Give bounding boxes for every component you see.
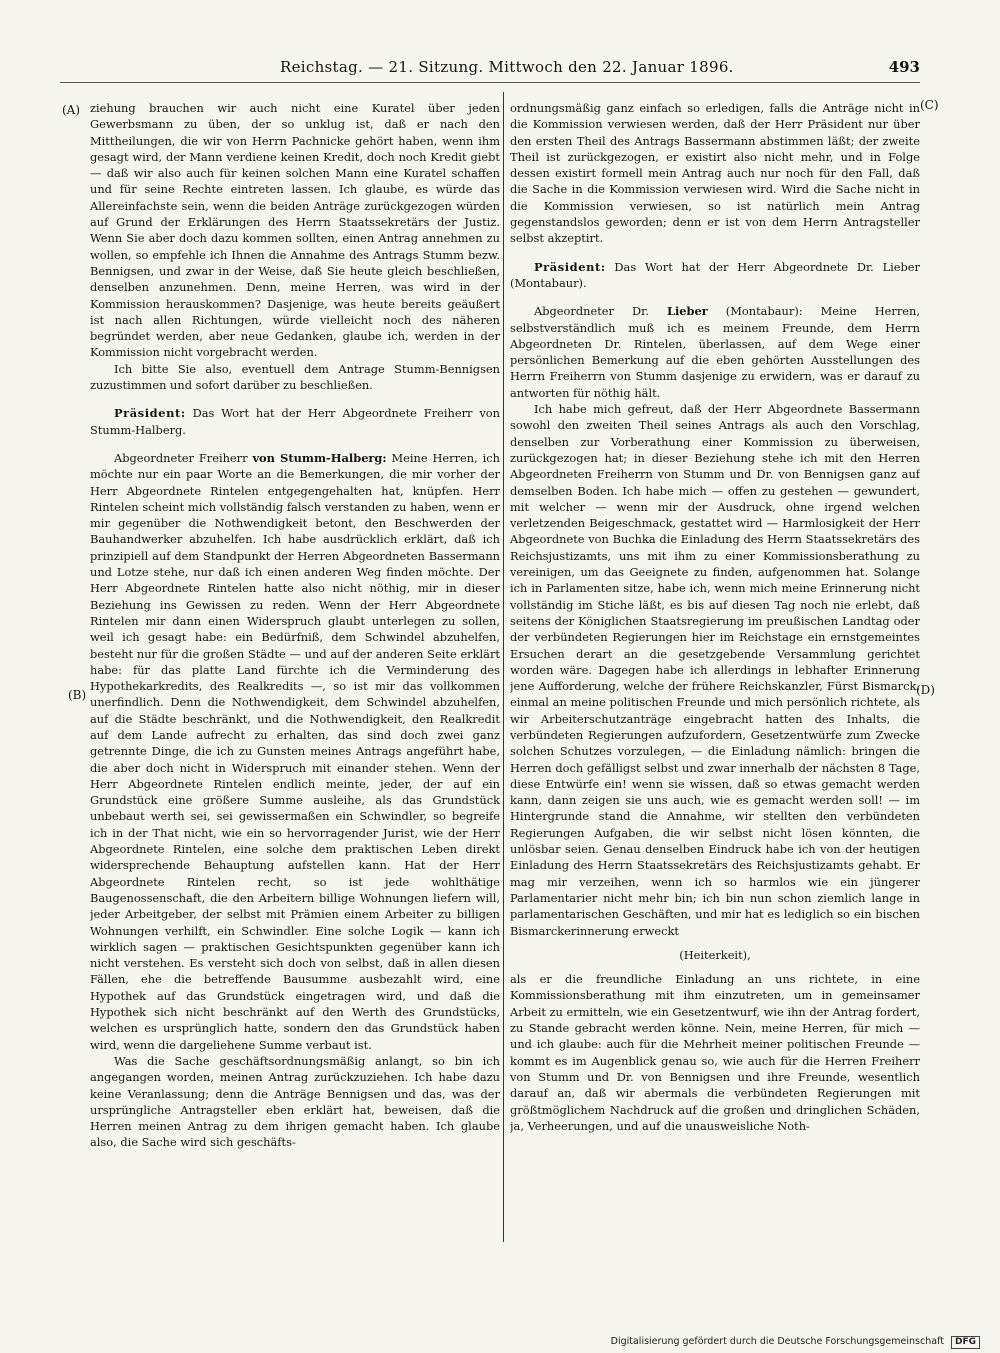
paragraph-text: Meine Herren, ich möchte nur ein paar Worte an die Bemerkungen, die mir vorher der Herr Abgeordnete Rintelen entgegengehalten hat, knüpfen. Herr Rintelen scheint mich vollständig falsch verstanden zu haben, wenn er mir gegenüber die Nothwendigkeit betont, den Beschwerden der Bauhandwerker abzuhelfen. Ich habe ausdrücklich erklärt, daß ich prinzipiell auf dem Standpunkt der Herren Abgeordneten Bassermann und Lotze stehe, nur daß ich einen anderen Weg finden möchte. Der Herr Abgeordnete Rintelen hatte also nicht nöthig, mir in dieser Beziehung ins Gewissen zu reden. Wenn der Herr Abgeordnete Rintelen mir dann einen Widerspruch glaubt unterlegen zu sollen, weil ich gesagt habe: ein Bedürfniß, dem Schwindel abzuhelfen, besteht nur für die großen Städte — und auf der anderen Seite erklärt habe: für das platte Land fürchte ich die Verminderung des Hypothekarkredits, des Realkredits —, so ist mir das vollkommen unerfindlich. Denn die Nothwendigkeit, dem Schwindel abzuhelfen, auf die Städte beschränkt, und die Nothwendigkeit, den Realkredit auf dem Lande aufrecht zu erhalten, das sind doch zwei ganz getrennte Dinge, die ich zu Gunsten meines Antrags angeführt habe, die aber doch nicht in Widerspruch mit einander stehen. Wenn der Herr Abgeordnete Rintelen endlich meinte, jeder, der auf ein Grundstück eine größere Summe ausleihe, als das Grundstück unbebaut werth sei, sei gewissermaßen ein Schwindler, so begreife ich in der That nicht, wie ein so hervorragender Jurist, wie der Herr Abgeordnete Rintelen, eine solche dem praktischen Leben direkt widersprechende Behauptung aufstellen kann. Hat der Herr Abgeordnete Rintelen recht, so ist jede wohlthätige Baugenossenschaft, die den Arbeitern billige Wohnungen liefern will, jeder Arbeitgeber, der selbst mit Prämien einem Arbeiter zu billigen Wohnungen verhilft, ein Schwindler. Eine solche Logik — kann ich wirklich sagen — praktischen Gesichtspunkten gegenüber kann ich nicht verstehen. Es versteht sich doch von selbst, daß in allen diesen Fällen, ehe die betreffende Bausumme ausbezahlt wird, eine Hypothek auf das Grundstück eingetragen wird, und daß die Hypothek sich nicht beschränkt auf den Werth des Grundstücks, welchen es ursprünglich hatte, sondern den das Grundstück haben wird, wenn die dargeliehene Summe verbaut ist. bbox=[90, 450, 500, 1052]
paragraph: Ich habe mich gefreut, daß der Herr Abgeordnete Bassermann sowohl den zweiten Theil seines Antrags als auch den Vorschlag, denselben zur Vorberathung einer Kommission zu überweisen, zurückgezogen hat; in dieser Beziehung stehe ich mit den Herren Abgeordneten Freiherrn von Stumm und Dr. von Bennigsen ganz auf demselben Boden. Ich habe mich — offen zu gestehen — gewundert, mit welcher — wenn mir der Ausdruck, ohne irgend welchen verletzenden Beigeschmack, gestattet wird — Harmlosigkeit der Herr Abgeordnete von Buchka die Einladung des Herrn Staatssekretärs des Reichsjustizamts, uns mit ihm zu einer Kommissionsberathung zu vereinigen, um das Geeignete zu finden, aufgenommen hat. Solange ich in Parlamenten sitze, habe ich, wenn mich meine Erinnerung nicht vollständig im Stiche läßt, es bis auf diesen Tag noch nie erlebt, daß seitens der Königlichen Staatsregierung im preußischen Landtag oder der verbündeten Regierungen hier im Reichstage ein ernstgemeintes Ersuchen derart an die gesetzgebende Versammlung gerichtet worden wäre. Dagegen habe ich allerdings in lebhafter Erinnerung jene Aufforderung, welche der frühere Reichskanzler, Fürst Bismarck, einmal an meine politischen Freunde und mich persönlich richtete, als wir Arbeiterschutzanträge eingebracht hatten des Inhalts, die verbündeten Regierungen aufzufordern, Gesetzentwürfe zum Zwecke solchen Schutzes vorzulegen, — die Einladung nämlich: bringen die Herren doch gefälligst selbst und zwar innerhalb der nächsten 8 Tage, diese Entwürfe ein! wenn sie wissen, daß so etwas gemacht werden kann, dann zeigen sie uns auch, wie es gemacht werden soll! — im Hintergrunde stand die Annahme, wir stellten den verbündeten Regierungen Aufgaben, die wir selbst nicht lösen könnten, die unlösbar seien. Genau denselben Eindruck habe ich von der heutigen Einladung des Herrn Staatssekretärs des Reichsjustizamts gehabt. Er mag mir verzeihen, wenn ich so harmlos wie ein jüngerer Parlamentarier nicht mehr bin; ich bin nun schon ziemlich lange in parlamentarischen Geschäften, und mir hat es lediglich so ein bischen Bismarckerinnerung erweckt bbox=[510, 402, 920, 938]
speaker-label: Präsident: bbox=[114, 406, 186, 421]
speaker-label: Präsident: bbox=[534, 259, 606, 274]
margin-mark-d: (D) bbox=[916, 683, 935, 697]
speaker-name: Lieber bbox=[666, 304, 708, 319]
speaker-intro: Abgeordneter Freiherr bbox=[114, 450, 248, 465]
speaker-paragraph bbox=[510, 303, 920, 401]
page-header-title: Reichstag. — 21. Sitzung. Mittwoch den 22. Januar 1896. bbox=[280, 58, 734, 76]
speaker-paragraph bbox=[90, 405, 500, 438]
margin-mark-b: (B) bbox=[68, 688, 87, 702]
paragraph-text: Das Wort hat der Herr Abgeordnete Freiherr von Stumm-Halberg. bbox=[90, 406, 500, 437]
paragraph: Was die Sache geschäftsordnungsmäßig anlangt, so bin ich angegangen worden, meinen Antrag zurückzuziehen. Ich habe dazu keine Veranlassung; denn die Anträge Bennigsen und das, was der ursprüngliche Antragsteller eben erklärt hat, beweisen, daß die Herren meinen Antrag zu dem ihrigen gemacht haben. Ich glaube also, die Sache wird sich geschäfts- bbox=[90, 1053, 500, 1150]
paragraph: Ich bitte Sie also, eventuell dem Antrage Stumm-Bennigsen zuzustimmen und sofort darüber zu beschließen. bbox=[90, 361, 500, 393]
page-number: 493 bbox=[888, 58, 920, 76]
footer-credit: Digitalisierung gefördert durch die Deutsche Forschungsgemeinschaft bbox=[610, 1336, 944, 1347]
paragraph: als er die freundliche Einladung an uns richtete, in eine Kommissionsberathung mit ihm einzutreten, um in gemeinsamer Arbeit zu ermitteln, wie ein Gesetzentwurf, wie ihn der Antrag fordert, zu Stande gebracht werden könne. Nein, meine Herren, für mich — und ich glaube: auch für die Mehrheit meiner politischen Freunde — kommt es im Augenblick genau so, wie auch für die Herren Freiherr von Stumm und Dr. von Bennigsen und ihre Freunde, wesentlich darauf an, daß wir abermals die verbündeten Regierungen mit größtmöglichem Nachdruck auf die großen und dringlichen Schäden, ja, Verheerungen, und auf die unausweisliche Noth- bbox=[510, 972, 920, 1133]
digitization-footer bbox=[611, 1336, 980, 1352]
running-header bbox=[60, 56, 920, 83]
paragraph: ziehung brauchen wir auch nicht eine Kuratel über jeden Gewerbsmann zu üben, der so unklug ist, daß er nach den Mittheilungen, die wir von Herrn Pachnicke gehört haben, wenn ihm gesagt wird, der Mann verdiene keinen Kredit, doch noch Kredit giebt — daß wir also auch für keinen solchen Mann eine Kuratel schaffen und für seine Rechte eintreten lassen. Ich glaube, es würde das Allereinfachste sein, wenn die beiden Anträge zurückgezogen würden auf Grund der Erklärungen des Herrn Staatssekretärs der Justiz. Wenn Sie aber doch dazu kommen sollten, einen Antrag annehmen zu wollen, so empfehle ich Ihnen die Annahme des Antrags Stumm bezw. Bennigsen, und zwar in der Weise, daß Sie heute gleich beschließen, denselben anzunehmen. Denn, meine Herren, was wird in der Kommission herauskommen? Dasjenige, was heute bereits geäußert ist nach allen Richtungen, würde vielleicht noch des näheren begründet werden, aber neue Gedanken, glaube ich, werden in der Kommission nicht vorgebracht werden. bbox=[90, 101, 500, 360]
speaker-paragraph bbox=[90, 450, 500, 1053]
paragraph-text: (Montabaur): Meine Herren, selbstverständlich muß ich es meinem Freunde, dem Herrn Abgeordneten Dr. Rintelen, überlassen, auf dem Wege einer persönlichen Bemerkung auf die eben gehörten Ausstellungen des Herrn Freiherrn von Stumm dasjenige zu erwidern, was er darauf zu antworten für nöthig hält. bbox=[510, 304, 920, 400]
speaker-paragraph bbox=[510, 259, 920, 292]
interjection: (Heiterkeit), bbox=[679, 947, 751, 962]
dfg-logo: DFG bbox=[951, 1336, 980, 1349]
paragraph-text: Das Wort hat der Herr Abgeordnete Dr. Lieber (Montabaur). bbox=[510, 259, 920, 290]
margin-mark-c: (C) bbox=[920, 98, 939, 112]
left-column bbox=[90, 100, 500, 1250]
margin-mark-a: (A) bbox=[62, 103, 81, 117]
paragraph: ordnungsmäßig ganz einfach so erledigen, falls die Anträge nicht in die Kommission verwiesen werden, daß der Herr Präsident nur über den ersten Theil des Antrags Bassermann abstimmen läßt; der zweite Theil ist zurückgezogen, er existirt also nicht mehr, und in Folge dessen existirt formell mein Antrag auch nur noch für den Fall, daß die Sache in die Kommission verwiesen wird. Wird die Sache nicht in die Kommission verwiesen, so ist natürlich mein Antrag gegenstandslos geworden; denn er ist von dem Herrn Antragsteller selbst akzeptirt. bbox=[510, 101, 920, 246]
column-divider bbox=[503, 92, 504, 1242]
right-column bbox=[510, 100, 920, 1250]
speaker-intro: Abgeordneter Dr. bbox=[534, 304, 649, 319]
speaker-name: von Stumm-Halberg: bbox=[252, 450, 387, 465]
